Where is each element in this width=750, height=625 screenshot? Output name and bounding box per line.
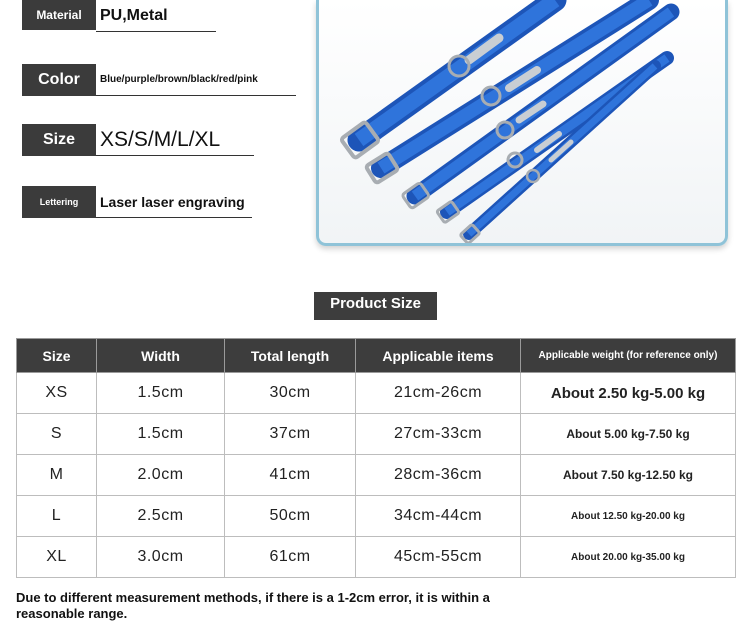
cell-applicable-weight: About 20.00 kg-35.00 kg — [521, 537, 736, 578]
cell-applicable-items: 28cm-36cm — [356, 455, 521, 496]
table-header-row — [17, 339, 736, 373]
cell-total-length: 41cm — [225, 455, 356, 496]
cell-size: M — [17, 455, 97, 496]
attribute-value: PU,Metal — [96, 0, 216, 32]
cell-size: L — [17, 496, 97, 537]
attribute-value: Laser laser engraving — [96, 186, 252, 218]
measurement-note: Due to different measurement methods, if there is a 1-2cm error, it is within a reasonable range. — [16, 590, 490, 621]
attribute-label: Lettering — [22, 186, 96, 218]
cell-width: 3.0cm — [97, 537, 225, 578]
table-row — [17, 414, 736, 455]
cell-width: 2.5cm — [97, 496, 225, 537]
attribute-label: Material — [22, 0, 96, 30]
cell-applicable-items: 45cm-55cm — [356, 537, 521, 578]
header-applicable-weight: Applicable weight (for reference only) — [521, 339, 736, 373]
cell-applicable-weight: About 7.50 kg-12.50 kg — [521, 455, 736, 496]
product-photo — [316, 0, 728, 246]
cell-applicable-weight: About 2.50 kg-5.00 kg — [521, 373, 736, 414]
cell-applicable-items: 21cm-26cm — [356, 373, 521, 414]
cell-total-length: 37cm — [225, 414, 356, 455]
cell-size: XS — [17, 373, 97, 414]
cell-applicable-items: 27cm-33cm — [356, 414, 521, 455]
cell-width: 1.5cm — [97, 373, 225, 414]
cell-size: XL — [17, 537, 97, 578]
cell-applicable-weight: About 5.00 kg-7.50 kg — [521, 414, 736, 455]
header-size: Size — [17, 339, 97, 373]
header-width: Width — [97, 339, 225, 373]
collars-illustration — [319, 0, 728, 246]
cell-size: S — [17, 414, 97, 455]
table-row — [17, 455, 736, 496]
cell-width: 1.5cm — [97, 414, 225, 455]
header-total-length: Total length — [225, 339, 356, 373]
attribute-material — [22, 0, 216, 32]
attribute-color — [22, 64, 296, 96]
attribute-size — [22, 124, 254, 156]
table-row — [17, 537, 736, 578]
table-row — [17, 373, 736, 414]
cell-width: 2.0cm — [97, 455, 225, 496]
table-row — [17, 496, 736, 537]
product-size-title: Product Size — [314, 292, 437, 320]
attribute-label: Color — [22, 64, 96, 96]
size-table — [16, 338, 736, 578]
cell-total-length: 30cm — [225, 373, 356, 414]
cell-total-length: 50cm — [225, 496, 356, 537]
attribute-value: Blue/purple/brown/black/red/pink — [96, 64, 296, 96]
header-applicable-items: Applicable items — [356, 339, 521, 373]
attribute-lettering — [22, 186, 252, 218]
attribute-value: XS/S/M/L/XL — [96, 124, 254, 156]
cell-applicable-weight: About 12.50 kg-20.00 kg — [521, 496, 736, 537]
cell-applicable-items: 34cm-44cm — [356, 496, 521, 537]
cell-total-length: 61cm — [225, 537, 356, 578]
attribute-label: Size — [22, 124, 96, 156]
